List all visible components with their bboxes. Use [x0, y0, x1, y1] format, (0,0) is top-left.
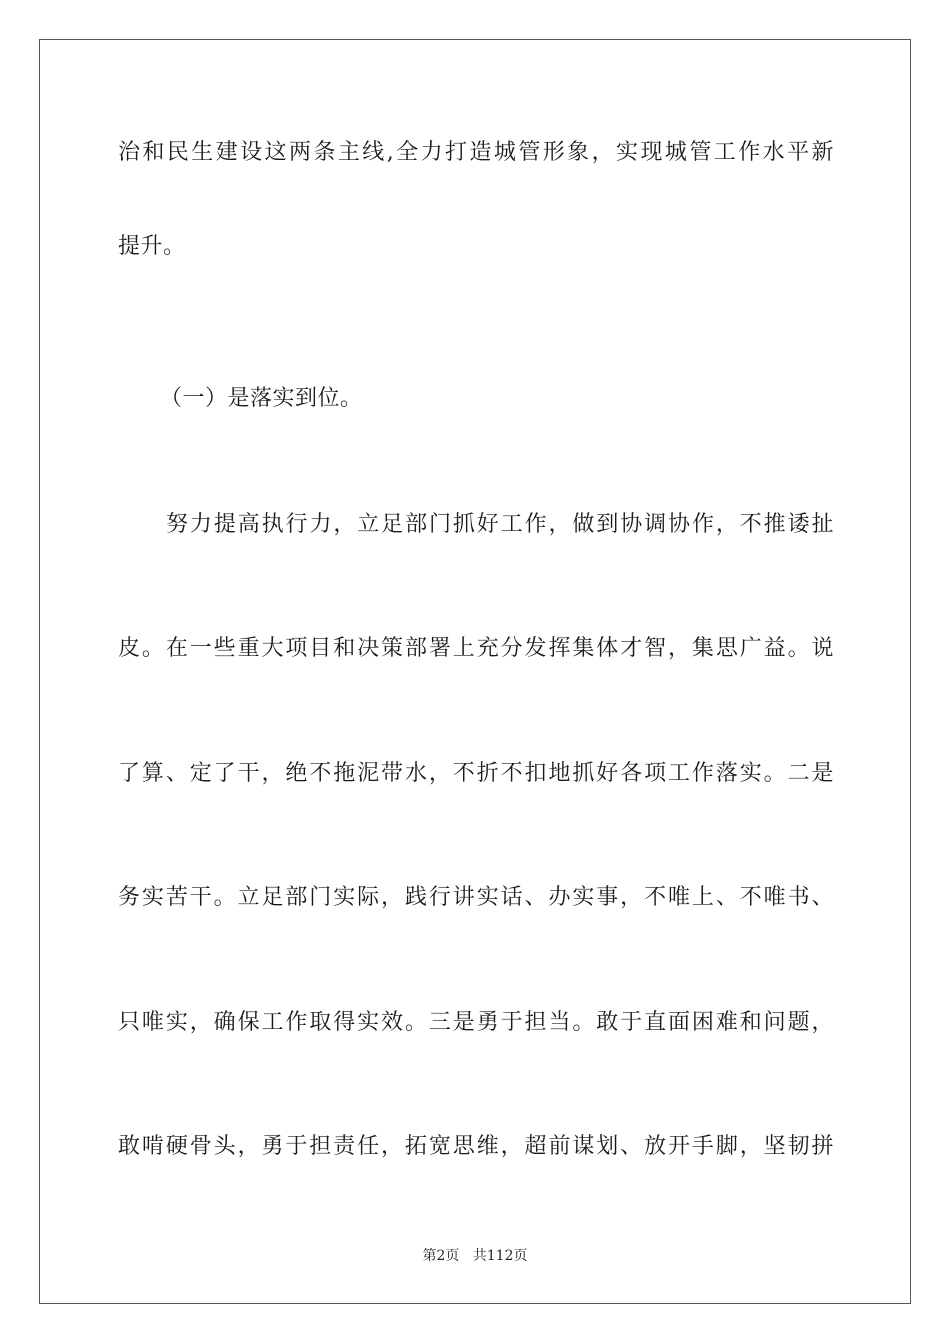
page-label-prefix: 第 — [422, 1248, 437, 1264]
section-heading: （一）是落实到位。 — [160, 386, 363, 411]
body-text-line: 皮。在一些重大项目和决策部署上充分发挥集体才智，集思广益。说 — [118, 636, 834, 661]
body-text-line: 了算、定了干，绝不拖泥带水，不折不扣地抓好各项工作落实。二是 — [118, 761, 834, 786]
body-text-line: 敢啃硬骨头，勇于担责任，拓宽思维，超前谋划、放开手脚，坚韧拼 — [118, 1134, 834, 1159]
total-suffix: 页 — [513, 1248, 528, 1264]
body-text-line: 提升。 — [118, 234, 186, 259]
body-text-line: 务实苦干。立足部门实际，践行讲实话、办实事，不唯上、不唯书、 — [118, 885, 834, 910]
total-prefix: 共 — [472, 1248, 487, 1264]
page-number: 2 — [436, 1248, 446, 1264]
page-border — [39, 39, 911, 1304]
body-text-line: 只唯实，确保工作取得实效。三是勇于担当。敢于直面困难和问题， — [118, 1010, 834, 1035]
body-text-line: 努力提高执行力，立足部门抓好工作，做到协调协作，不推诿扯 — [166, 512, 834, 537]
total-pages: 112 — [486, 1248, 514, 1264]
body-text-line: 治和民生建设这两条主线,全力打造城管形象，实现城管工作水平新 — [118, 140, 834, 165]
page-label-suffix: 页 — [445, 1248, 460, 1264]
page-footer — [0, 1246, 950, 1266]
